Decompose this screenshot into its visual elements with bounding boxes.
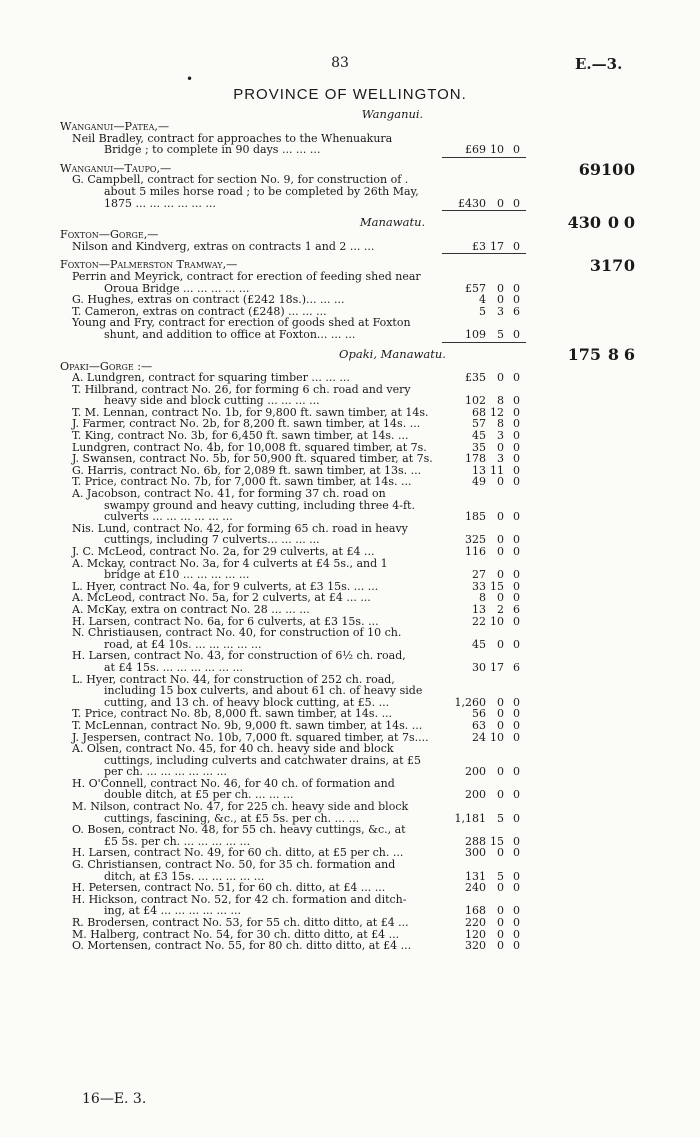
line-text: Wanganui.: [361, 107, 424, 121]
line-text: double ditch, at £5 per ch. ... ... ...: [104, 788, 294, 802]
line-amount: [440, 329, 520, 341]
line-text: J. Farmer, contract No. 2b, for 8,200 ft. sawn timber, at 14s. ...: [72, 417, 421, 431]
shillings: 10: [490, 730, 504, 744]
line-text: cutting, and 13 ch. of heavy block cutting, at £5. ...: [104, 695, 390, 709]
line-text: T. Cameron, extras on contract (£248) ... ... ...: [72, 304, 327, 318]
pounds: 320: [465, 939, 486, 953]
shillings: 10: [490, 614, 504, 628]
shillings: 0: [497, 788, 504, 802]
pounds: 24: [472, 730, 486, 744]
line-text: M. Nilson, contract No. 47, for 225 ch. heavy side and block: [72, 800, 409, 814]
line-text: A. McKay, extra on contract No. 28 ... ... ...: [72, 602, 310, 616]
pence: 0: [513, 939, 520, 953]
pence: 0: [513, 510, 520, 524]
contract-line: [60, 685, 685, 697]
line-amount: [440, 813, 520, 825]
expenditure-list: [60, 108, 685, 952]
line-text: Bridge ; to complete in 90 days ... ... ...: [104, 143, 321, 157]
line-text: N. Christiausen, contract No. 40, for construction of 10 ch.: [72, 626, 402, 640]
printer-dot: •: [186, 72, 194, 86]
line-text: swampy ground and heavy cutting, including three 4-ft.: [104, 498, 415, 512]
line-amount: [440, 720, 520, 732]
line-text: Lundgren, contract No. 4b, for 10,008 ft. squared timber, at 7s.: [72, 440, 427, 454]
pounds: 178: [465, 452, 486, 466]
pence: 0: [513, 533, 520, 547]
contract-line: [60, 294, 685, 306]
line-text: Nilson and Kindverg, extras on contracts 1 and 2 ... ...: [72, 239, 375, 253]
pounds: 5: [479, 304, 486, 318]
pounds: 220: [465, 916, 486, 929]
pence: 0: [513, 463, 520, 477]
contract-line: [60, 488, 685, 500]
line-amount: [440, 372, 520, 384]
line-text: culverts ... ... ... ... ... ...: [104, 510, 233, 524]
pence: 0: [513, 475, 520, 489]
line-text: Perrin and Meyrick, contract for erection of feeding shed near: [72, 269, 421, 283]
shillings: 3: [497, 429, 504, 443]
shillings: 0: [497, 927, 504, 941]
contract-line: [60, 144, 685, 156]
line-amount: [440, 604, 520, 616]
shillings: 17: [601, 256, 624, 276]
line-text: Nis. Lund, contract No. 42, for forming 65 ch. road in heavy: [72, 521, 408, 535]
shillings: 0: [607, 213, 619, 233]
shillings: 15: [490, 579, 504, 593]
line-amount: [440, 766, 520, 778]
shillings: 5: [497, 869, 504, 883]
shillings: 0: [497, 637, 504, 651]
contract-line: [60, 627, 685, 639]
shillings: 0: [497, 846, 504, 860]
pounds: 8: [479, 591, 486, 605]
line-text: A. Mckay, contract No. 3a, for 4 culverts at £4 5s., and 1: [72, 556, 388, 570]
shillings: 0: [497, 707, 504, 721]
line-amount: [440, 917, 520, 929]
pounds: 68: [472, 405, 486, 419]
line-text: Wanganui—Taupo,—: [60, 161, 172, 175]
pence: 0: [513, 417, 520, 431]
shillings: 0: [497, 440, 504, 454]
line-text: G. Harris, contract No. 6b, for 2,089 ft. sawn timber, at 13s. ...: [72, 463, 422, 477]
line-amount: [440, 940, 520, 952]
pounds: 1,260: [454, 695, 486, 709]
shillings: 17: [490, 660, 504, 674]
line-text: cuttings, including culverts and catchwater drains, at £5: [104, 753, 422, 767]
shillings: 0: [497, 765, 504, 779]
contract-line: [60, 859, 685, 871]
pence: 0: [513, 869, 520, 883]
line-text: J. C. McLeod, contract No. 2a, for 29 culverts, at £4 ...: [72, 545, 375, 558]
shillings: 0: [497, 718, 504, 732]
pounds: 13: [472, 602, 486, 616]
line-text: Neil Bradley, contract for approaches to the Whenuakura: [72, 131, 393, 145]
contract-line: [60, 271, 685, 283]
line-amount: [440, 732, 520, 744]
pounds: £57: [465, 281, 486, 295]
pence: 0: [513, 568, 520, 582]
pence: 0: [513, 371, 520, 385]
pence: 0: [513, 429, 520, 443]
pounds: 131: [465, 869, 486, 883]
shillings: 0: [497, 293, 504, 307]
line-text: T. Price, contract No. 8b, 8,000 ft. sawn timber, at 14s. ...: [72, 707, 393, 721]
pence: 0: [513, 718, 520, 732]
pence: 0: [513, 881, 520, 895]
line-amount: [440, 294, 520, 306]
line-amount: [440, 306, 520, 318]
page-title: PROVINCE OF WELLINGTON.: [233, 86, 467, 103]
pounds: 1,181: [454, 811, 486, 825]
line-amount: [440, 546, 520, 558]
pounds: 168: [465, 904, 486, 918]
shillings: 2: [497, 602, 504, 616]
contract-line: [60, 430, 685, 442]
pence: 0: [513, 591, 520, 605]
shillings: 5: [497, 327, 504, 341]
pence: 0: [513, 281, 520, 295]
pence: 0: [513, 637, 520, 651]
pounds: 102: [465, 394, 486, 408]
line-text: H. Petersen, contract No. 51, for 60 ch. ditto, at £4 ... ...: [72, 881, 386, 895]
contract-line: [60, 720, 685, 732]
contract-line: [60, 743, 685, 755]
line-amount: [440, 882, 520, 894]
pounds: 288: [465, 834, 486, 848]
shillings: 0: [497, 695, 504, 709]
contract-line: [60, 917, 685, 929]
shillings: 0: [497, 196, 504, 210]
shillings: 10: [601, 159, 624, 179]
document-reference: E.—3.: [575, 55, 623, 73]
pence: 0: [513, 614, 520, 628]
line-amount: [440, 430, 520, 442]
pence: 6: [513, 660, 520, 674]
pence: 0: [513, 927, 520, 941]
pounds: 200: [465, 765, 486, 779]
pounds: £3: [472, 239, 486, 253]
line-text: Manawatu.: [359, 215, 426, 230]
line-text: at £4 15s. ... ... ... ... ... ...: [104, 660, 244, 674]
pence: 6: [513, 304, 520, 318]
line-amount: [440, 847, 520, 859]
line-amount: [440, 616, 520, 628]
line-text: T. Price, contract No. 7b, for 7,000 ft. sawn timber, at 14s. ...: [72, 475, 412, 489]
pence: 0: [513, 327, 520, 341]
contract-line: [60, 546, 685, 558]
contract-line: [60, 604, 685, 616]
shillings: 0: [497, 533, 504, 547]
shillings: 0: [497, 881, 504, 895]
pence: 0: [513, 834, 520, 848]
shillings: 3: [497, 452, 504, 466]
contract-line: [60, 241, 685, 253]
line-text: A. Jacobson, contract No. 41, for forming 37 ch. road on: [72, 487, 386, 501]
shillings: 15: [490, 834, 504, 848]
pence: 0: [513, 579, 520, 593]
line-text: T. McLennan, contract No. 9b, 9,000 ft. sawn timber, at 14s. ...: [72, 718, 423, 732]
line-text: L. Hyer, contract No. 44, for construction of 252 ch. road,: [72, 672, 395, 686]
pence: 0: [513, 811, 520, 825]
shillings: 8: [607, 344, 619, 364]
shillings: 8: [497, 417, 504, 431]
pounds: 56: [472, 707, 486, 721]
shillings: 11: [490, 463, 504, 477]
line-amount: [440, 198, 520, 210]
line-text: G. Hughes, extras on contract (£242 18s.)... ... ...: [72, 293, 345, 307]
line-text: road, at £4 10s. ... ... ... ... ...: [104, 637, 262, 651]
line-text: H. Larsen, contract No. 6a, for 6 culverts, at £3 15s. ...: [72, 614, 379, 628]
contract-line: [60, 801, 685, 813]
contract-line: [60, 940, 685, 952]
line-text: £5 5s. per ch. ... ... ... ... ...: [104, 834, 251, 848]
pounds: 300: [465, 846, 486, 860]
line-text: J. Swansen, contract No. 5b, for 50,900 ft. squared timber, at 7s.: [72, 452, 433, 466]
line-amount: [440, 241, 520, 253]
line-text: Oroua Bridge ... ... ... ... ...: [104, 281, 250, 295]
pounds: 45: [472, 429, 486, 443]
shillings: 0: [497, 510, 504, 524]
pence: 0: [513, 196, 520, 210]
shillings: 0: [497, 568, 504, 582]
pence: 0: [623, 256, 635, 276]
pence: 6: [623, 344, 635, 364]
pence: 0: [513, 707, 520, 721]
pence: 0: [623, 159, 635, 179]
route-heading: [60, 229, 685, 241]
shillings: 0: [497, 475, 504, 489]
pounds: 27: [472, 568, 486, 582]
line-text: H. O'Connell, contract No. 46, for 40 ch. of formation and: [72, 776, 395, 790]
pence: 0: [513, 452, 520, 466]
pounds: 200: [465, 788, 486, 802]
line-text: Opaki, Manawatu.: [339, 346, 446, 361]
pounds: 3: [589, 256, 601, 276]
pence: 0: [513, 916, 520, 929]
pence: 6: [513, 602, 520, 616]
line-text: R. Brodersen, contract No. 53, for 55 ch. ditto ditto, at £4 ...: [72, 916, 409, 929]
pounds: 109: [465, 327, 486, 341]
line-text: Young and Fry, contract for erection of goods shed at Foxton: [72, 316, 411, 330]
contract-line: [60, 198, 685, 210]
pounds: 185: [465, 510, 486, 524]
line-text: about 5 miles horse road ; to be completed by 26th May,: [104, 184, 419, 198]
line-text: O. Mortensen, contract No. 55, for 80 ch. ditto ditto, at £4 ...: [72, 939, 412, 953]
pounds: 325: [465, 533, 486, 547]
pounds: 35: [472, 440, 486, 454]
line-text: Foxton—Gorge,—: [60, 228, 159, 242]
pounds: 430: [567, 213, 601, 233]
pounds: 63: [472, 718, 486, 732]
line-text: per ch. ... ... ... ... ... ...: [104, 765, 227, 779]
line-text: bridge at £10 ... ... ... ... ...: [104, 568, 250, 582]
line-text: T. Hilbrand, contract No. 26, for forming 6 ch. road and very: [72, 382, 411, 396]
page-footer: 16—E. 3.: [82, 1091, 147, 1107]
pence: 0: [513, 394, 520, 408]
line-text: T. M. Lennan, contract No. 1b, for 9,800 ft. sawn timber, at 14s.: [72, 405, 429, 419]
line-amount: [440, 511, 520, 523]
pence: 0: [513, 765, 520, 779]
pounds: £69: [465, 143, 486, 157]
line-amount: [440, 789, 520, 801]
pence: 0: [513, 846, 520, 860]
line-text: A. Lundgren, contract for squaring timber ... ... ...: [72, 371, 350, 385]
line-text: M. Halberg, contract No. 54, for 30 ch. ditto ditto, at £4 ...: [72, 927, 400, 941]
line-text: G. Campbell, contract for section No. 9, for construction of .: [72, 173, 409, 187]
line-text: A. Olsen, contract No. 45, for 40 ch. heavy side and block: [72, 742, 394, 756]
route-heading: [60, 121, 685, 133]
district-subheading: [60, 348, 685, 361]
pence: 0: [513, 788, 520, 802]
shillings: 0: [497, 916, 504, 929]
shillings: 0: [497, 939, 504, 953]
pence: 0: [513, 293, 520, 307]
pounds: £430: [458, 196, 486, 210]
pounds: 69: [578, 159, 601, 179]
line-text: ing, at £4 ... ... ... ... ... ...: [104, 904, 242, 918]
pence: 0: [513, 904, 520, 918]
line-amount: [440, 639, 520, 651]
pence: 0: [513, 239, 520, 253]
shillings: 17: [490, 239, 504, 253]
pence: 0: [513, 405, 520, 419]
page-number: 83: [331, 55, 349, 71]
line-text: 1875 ... ... ... ... ... ...: [104, 196, 216, 210]
line-text: T. King, contract No. 3b, for 6,450 ft. sawn timber, at 14s. ...: [72, 429, 409, 443]
pounds: 22: [472, 614, 486, 628]
pounds: 33: [472, 579, 486, 593]
pence: 0: [513, 143, 520, 157]
line-text: Wanganui—Patea,—: [60, 120, 170, 133]
line-text: Opaki—Gorge :—: [60, 359, 153, 373]
line-text: heavy side and block cutting ... ... ... ...: [104, 394, 320, 408]
pounds: 120: [465, 927, 486, 941]
pounds: 4: [479, 293, 486, 307]
shillings: 12: [490, 405, 504, 419]
line-amount: [440, 144, 520, 156]
pence: 0: [513, 440, 520, 454]
line-text: A. McLeod, contract No. 5a, for 2 culverts, at £4 ... ...: [72, 591, 371, 605]
line-text: H. Larsen, contract No. 43, for construction of 6½ ch. road,: [72, 649, 406, 663]
pence: 0: [513, 545, 520, 558]
pounds: 57: [472, 417, 486, 431]
pounds: 30: [472, 660, 486, 674]
line-text: H. Larsen, contract No. 49, for 60 ch. ditto, at £5 per ch. ...: [72, 846, 404, 860]
pounds: £35: [465, 371, 486, 385]
shillings: 0: [497, 281, 504, 295]
contract-line: [60, 186, 685, 198]
pence: 0: [513, 730, 520, 744]
line-text: O. Bosen, contract No. 48, for 55 ch. heavy cuttings, &c., at: [72, 823, 406, 837]
shillings: 0: [497, 371, 504, 385]
line-text: Foxton—Palmerston Tramway,—: [60, 258, 238, 272]
line-text: including 15 box culverts, and about 61 ch. of heavy side: [104, 684, 423, 698]
shillings: 0: [497, 904, 504, 918]
shillings: 3: [497, 304, 504, 318]
line-text: H. Hickson, contract No. 52, for 42 ch. formation and ditch-: [72, 892, 407, 906]
line-text: cuttings, fascining, &c., at £5 5s. per ch. ... ...: [104, 811, 360, 825]
shillings: 8: [497, 394, 504, 408]
pounds: 13: [472, 463, 486, 477]
line-text: cuttings, including 7 culverts... ... ... ...: [104, 533, 320, 547]
shillings: 10: [490, 143, 504, 157]
shillings: 0: [497, 545, 504, 558]
line-text: L. Hyer, contract No. 4a, for 9 culverts, at £3 15s. ... ...: [72, 579, 379, 593]
line-text: G. Christiansen, contract No. 50, for 35 ch. formation and: [72, 858, 396, 872]
shillings: 5: [497, 811, 504, 825]
contract-line: [60, 662, 685, 674]
contract-line: [60, 329, 685, 341]
pence: 0: [513, 695, 520, 709]
pounds: 240: [465, 881, 486, 895]
pounds: 45: [472, 637, 486, 651]
pence: 0: [623, 213, 635, 233]
line-text: J. Jespersen, contract No. 10b, 7,000 ft. squared timber, at 7s....: [72, 730, 429, 744]
pounds: 175: [567, 344, 601, 364]
line-amount: [440, 662, 520, 674]
line-text: ditch, at £3 15s. ... ... ... ... ...: [104, 869, 265, 883]
line-text: shunt, and addition to office at Foxton... ... ...: [104, 327, 356, 341]
contract-line: [60, 372, 685, 384]
shillings: 0: [497, 591, 504, 605]
line-amount: [440, 476, 520, 488]
pounds: 116: [465, 545, 486, 558]
pounds: 49: [472, 475, 486, 489]
